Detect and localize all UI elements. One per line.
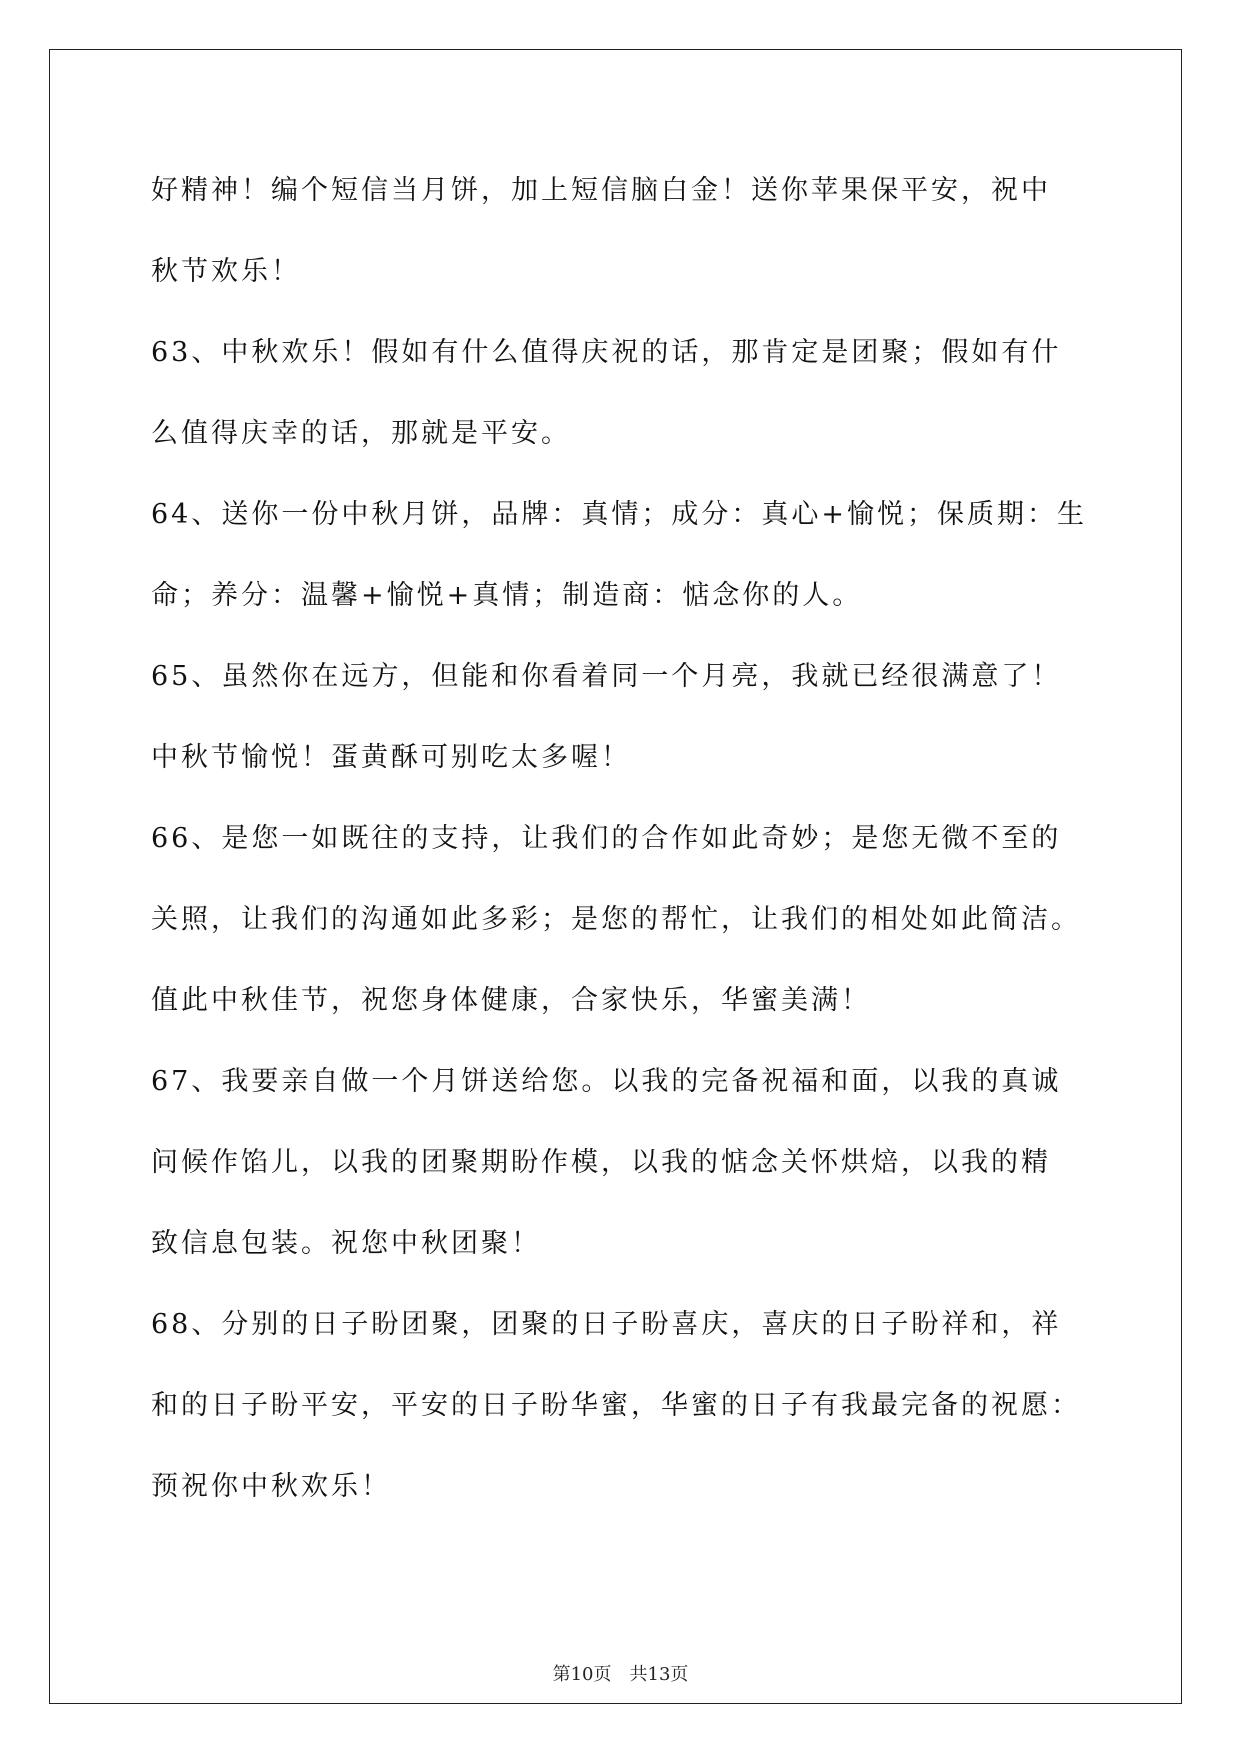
- text-line: 63、中秋欢乐！假如有什么值得庆祝的话，那肯定是团聚；假如有什: [151, 337, 1062, 368]
- text-line: 和的日子盼平安，平安的日子盼华蜜，华蜜的日子有我最完备的祝愿：: [151, 1390, 1081, 1421]
- text-line: 么值得庆幸的话，那就是平安。: [151, 418, 571, 449]
- text-line: 值此中秋佳节，祝您身体健康，合家快乐，华蜜美满！: [151, 985, 871, 1016]
- text-line: 命；养分：温馨+愉悦+真情；制造商：惦念你的人。: [151, 580, 863, 611]
- text-line: 问候作馅儿，以我的团聚期盼作模，以我的惦念关怀烘焙，以我的精: [151, 1147, 1051, 1178]
- text-line: 68、分别的日子盼团聚，团聚的日子盼喜庆，喜庆的日子盼祥和，祥: [151, 1309, 1062, 1340]
- text-line: 67、我要亲自做一个月饼送给您。以我的完备祝福和面，以我的真诚: [151, 1066, 1062, 1097]
- text-line: 65、虽然你在远方，但能和你看着同一个月亮，我就已经很满意了！: [151, 661, 1062, 692]
- text-line: 预祝你中秋欢乐！: [151, 1471, 391, 1502]
- text-line: 66、是您一如既往的支持，让我们的合作如此奇妙；是您无微不至的: [151, 823, 1062, 854]
- text-line: 秋节欢乐！: [151, 256, 301, 287]
- page-number-footer: 第10页 共13页: [552, 1664, 689, 1685]
- text-line: 中秋节愉悦！蛋黄酥可别吃太多喔！: [151, 742, 631, 773]
- document-body: [151, 162, 1111, 1539]
- text-line: 关照，让我们的沟通如此多彩；是您的帮忙，让我们的相处如此简洁。: [151, 904, 1081, 935]
- text-line: 好精神！编个短信当月饼，加上短信脑白金！送你苹果保平安，祝中: [151, 175, 1051, 206]
- text-line: 致信息包装。祝您中秋团聚！: [151, 1228, 541, 1259]
- text-line: 64、送你一份中秋月饼，品牌：真情；成分：真心+愉悦；保质期：生: [151, 499, 1087, 530]
